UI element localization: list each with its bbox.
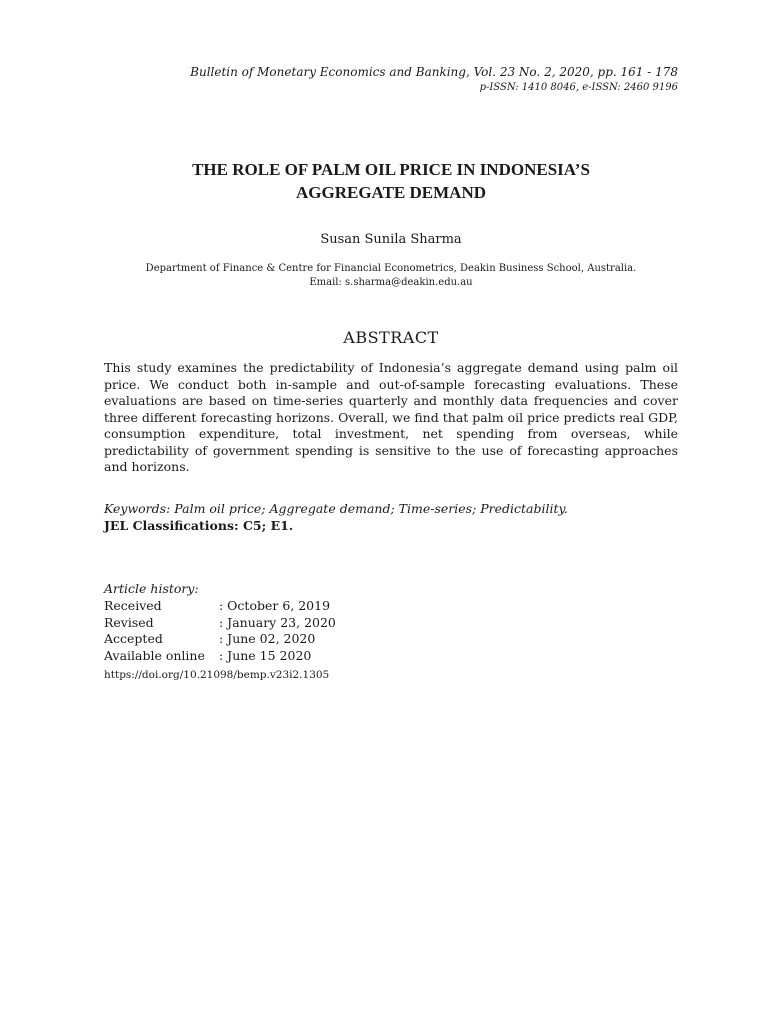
jel-classifications: JEL Classifications: C5; E1. (104, 518, 294, 533)
affiliation-email: Email: s.sharma@deakin.edu.au (309, 277, 473, 288)
history-value: : October 6, 2019 (219, 598, 331, 613)
article-history-title: Article history: (104, 581, 199, 596)
history-label: Available online (104, 647, 205, 663)
journal-issn: p-ISSN: 1410 8046, e-ISSN: 2460 9196 (479, 82, 678, 93)
history-value: : June 02, 2020 (219, 631, 316, 646)
history-row-accepted (104, 631, 336, 648)
history-label: Revised (104, 614, 154, 630)
author-name: Susan Sunila Sharma (320, 232, 462, 247)
author-affiliation (104, 262, 678, 290)
affiliation-department: Department of Finance & Centre for Financial Econometrics, Deakin Business School, Australia. (145, 263, 637, 274)
journal-citation: Bulletin of Monetary Economics and Banking, Vol. 23 No. 2, 2020, pp. 161 - 178 (190, 65, 678, 79)
history-value: : January 23, 2020 (219, 614, 336, 630)
history-row-received (104, 598, 336, 615)
abstract-body: This study examines the predictability of Indonesia’s aggregate demand using palm oil price. We conduct both in-sample and out-of-sample forecasting evaluations. These evaluations are based on time-series quarterly and monthly data frequencies and cover three different forecasting horizons. Overall, we find that palm oil price predicts real GDP, consumption expenditure, total investment, net spending from overseas, while predictability of government spending is sensitive to the use of forecasting approaches and horizons. (104, 360, 678, 474)
paper-title (104, 158, 678, 204)
history-label: Received (104, 598, 162, 613)
abstract-heading: ABSTRACT (343, 328, 439, 347)
keywords: Keywords: Palm oil price; Aggregate demand; Time-series; Predictability. (104, 501, 568, 516)
paper-title-line-1: THE ROLE OF PALM OIL PRICE IN INDONESIA’S (192, 160, 590, 179)
history-label: Accepted (104, 631, 163, 646)
doi-link[interactable]: https://doi.org/10.21098/bemp.v23i2.1305 (104, 669, 330, 681)
history-row-available-online (104, 648, 336, 665)
history-row-revised (104, 615, 336, 632)
article-history-table (104, 598, 336, 664)
history-value: : June 15 2020 (219, 647, 312, 663)
paper-title-line-2: AGGREGATE DEMAND (296, 183, 486, 202)
